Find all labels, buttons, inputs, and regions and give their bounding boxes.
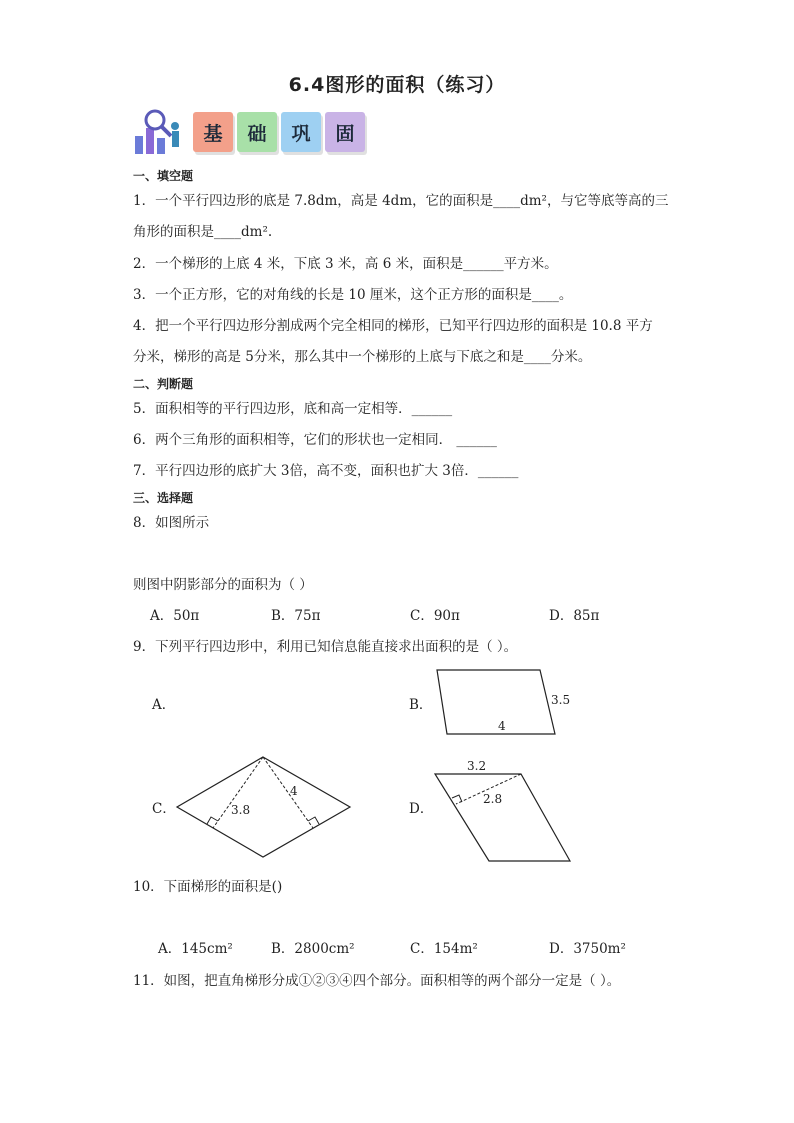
figure-b-side-label: 3.5 xyxy=(551,693,571,707)
question-10: 10．下面梯形的面积是() xyxy=(133,879,283,895)
question-5: 5．面积相等的平行四边形，底和高一定相等．______ xyxy=(133,401,453,417)
q8-option-c: C．90π xyxy=(410,608,460,624)
question-1-line-2: 角形的面积是____dm². xyxy=(133,224,273,240)
question-8: 8．如图所示 xyxy=(133,515,210,531)
q9-label-d: D． xyxy=(409,801,434,817)
q10-option-d: D．3750m² xyxy=(549,941,626,957)
question-7: 7．平行四边形的底扩大 3倍，高不变，面积也扩大 3倍．______ xyxy=(133,463,519,479)
q8-option-d: D．85π xyxy=(549,608,600,624)
question-2: 2．一个梯形的上底 4 米，下底 3 米，高 6 米，面积是______平方米。 xyxy=(133,256,558,272)
figure-d-height-label: 2.8 xyxy=(483,792,503,806)
figure-c-height-1-label: 3.8 xyxy=(231,803,251,817)
parallelogram-d-figure xyxy=(427,755,577,865)
rhombus-c-figure xyxy=(170,752,360,864)
q8-option-a: A．50π xyxy=(150,608,200,624)
question-8-ask: 则图中阴影部分的面积为（ ） xyxy=(133,577,313,593)
question-4-line-1: 4．把一个平行四边形分割成两个完全相同的梯形，已知平行四边形的面积是 10.8 平方 xyxy=(133,318,653,334)
q8-option-b: B．75π xyxy=(271,608,321,624)
q10-option-a: A．145cm² xyxy=(158,941,233,957)
parallelogram-b-figure xyxy=(425,664,585,744)
figure-b-base-label: 4 xyxy=(498,719,506,733)
section-judge-title: 二、判断题 xyxy=(133,377,194,391)
section-choice-title: 三、选择题 xyxy=(133,491,194,505)
section-fill-title: 一、填空题 xyxy=(133,169,194,183)
q9-label-a: A． xyxy=(152,697,176,713)
banner-tile-2: 础 xyxy=(237,112,277,152)
question-4-line-2: 分米，梯形的高是 5分米，那么其中一个梯形的上底与下底之和是____分米。 xyxy=(133,349,592,365)
banner-tile-4: 固 xyxy=(325,112,365,152)
q9-label-c: C． xyxy=(152,801,176,817)
section-banner xyxy=(133,108,383,158)
figure-d-top-label: 3.2 xyxy=(467,759,487,773)
page-title: 6.4图形的面积（练习） xyxy=(288,74,506,96)
question-9: 9．下列平行四边形中，利用已知信息能直接求出面积的是（ ）。 xyxy=(133,639,518,655)
q10-option-b: B．2800cm² xyxy=(271,941,355,957)
q10-option-c: C．154m² xyxy=(410,941,478,957)
question-6: 6．两个三角形的面积相等，它们的形状也一定相同． ______ xyxy=(133,432,497,448)
figure-c-height-2-label: 4 xyxy=(290,784,298,798)
q9-label-b: B． xyxy=(409,697,433,713)
question-1-line-1: 1．一个平行四边形的底是 7.8dm，高是 4dm，它的面积是____dm²，与它等底等高的三 xyxy=(133,193,669,209)
magnifier-chart-icon xyxy=(133,108,185,158)
banner-tile-3: 巩 xyxy=(281,112,321,152)
question-3: 3．一个正方形，它的对角线的长是 10 厘米，这个正方形的面积是____。 xyxy=(133,287,573,303)
question-11: 11．如图，把直角梯形分成①②③④四个部分。面积相等的两个部分一定是（ ）。 xyxy=(133,973,621,989)
banner-tile-1: 基 xyxy=(193,112,233,152)
